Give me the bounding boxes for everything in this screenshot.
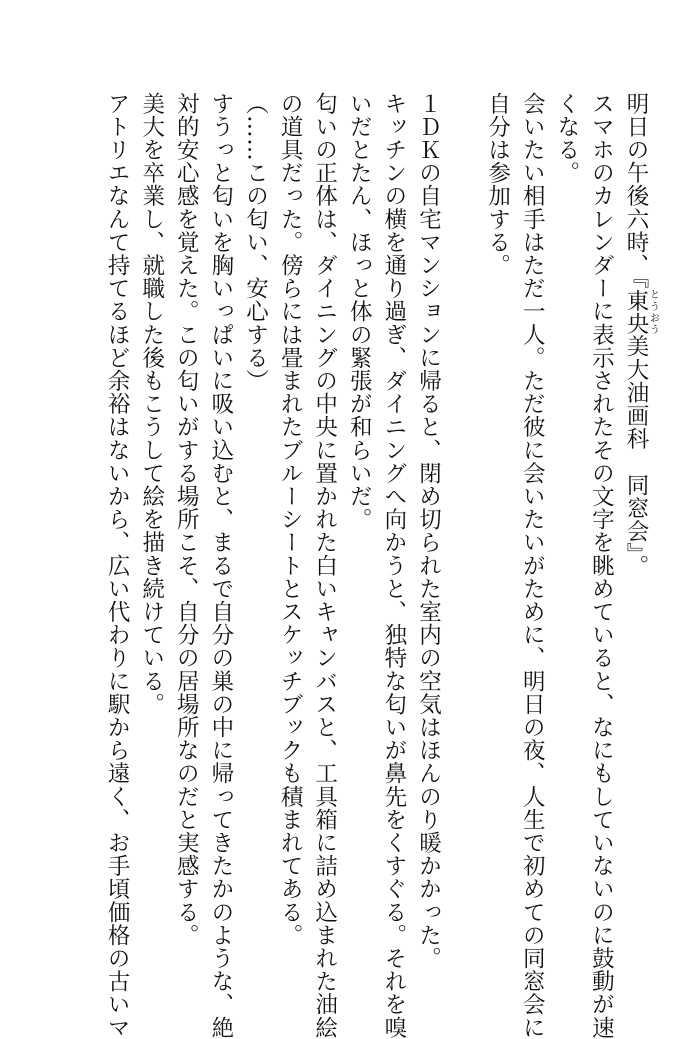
text-line: 対的安心感を覚えた。この匂いがする場所こそ、自分の居場所なのだと実感する。 [173,92,200,947]
text-line: 会いたい相手はただ一人。ただ彼に会いたいがために、明日の夜、人生で初めての同窓会に [519,92,546,1039]
ruby-base: 東央 [623,288,649,335]
ruby-reading: とうおう [647,288,659,335]
text-line: スマホのカレンダーに表示されたその文字を眺めていると、なにもしていないのに鼓動が速 [588,92,615,1039]
paragraph-gap [445,92,480,972]
text-span: 美大油画科 同窓会』。 [623,334,649,578]
text-line: くなる。 [553,92,580,185]
text-line: 匂いの正体は、ダイニングの中央に置かれた白いキャンバスと、工具箱に詰め込まれた油絵 [311,92,338,1039]
text-line: すうっと匂いを胸いっぱいに吸い込むと、まるで自分の巣の中に帰ってきたかのような、絶 [207,92,234,1039]
text-line: の道具だった。傍らには畳まれたブルーシートとスケッチブックも積まれてある。 [277,92,304,947]
text-line: キッチンの横を通り過ぎ、ダイニングへ向かうと、独特な匂いが鼻先をくすぐる。それを嗅 [380,92,407,1039]
text-line: いだとたん、ほっと体の緊張が和らいだ。 [346,92,373,531]
text-line [618,92,658,972]
text-line: アトリエなんて持てるほど余裕はないから、広い代わりに駅から遠く、お手頃価格の古いマ [104,92,131,1039]
text-line: 美大を卒業し、就職した後もこうして絵を描き続けている。 [138,92,165,716]
text-span: 明日の午後六時、『 [623,92,649,289]
vertical-text-body [100,92,659,1039]
ruby-annotation [623,288,659,335]
text-line: 自分は参加する。 [484,92,511,277]
text-line: （……この匂い、安心する） [242,92,269,393]
text-line: １ＤＫの自宅マンションに帰ると、閉め切られた室内の空気はほんのり暖かかった。 [415,92,442,970]
